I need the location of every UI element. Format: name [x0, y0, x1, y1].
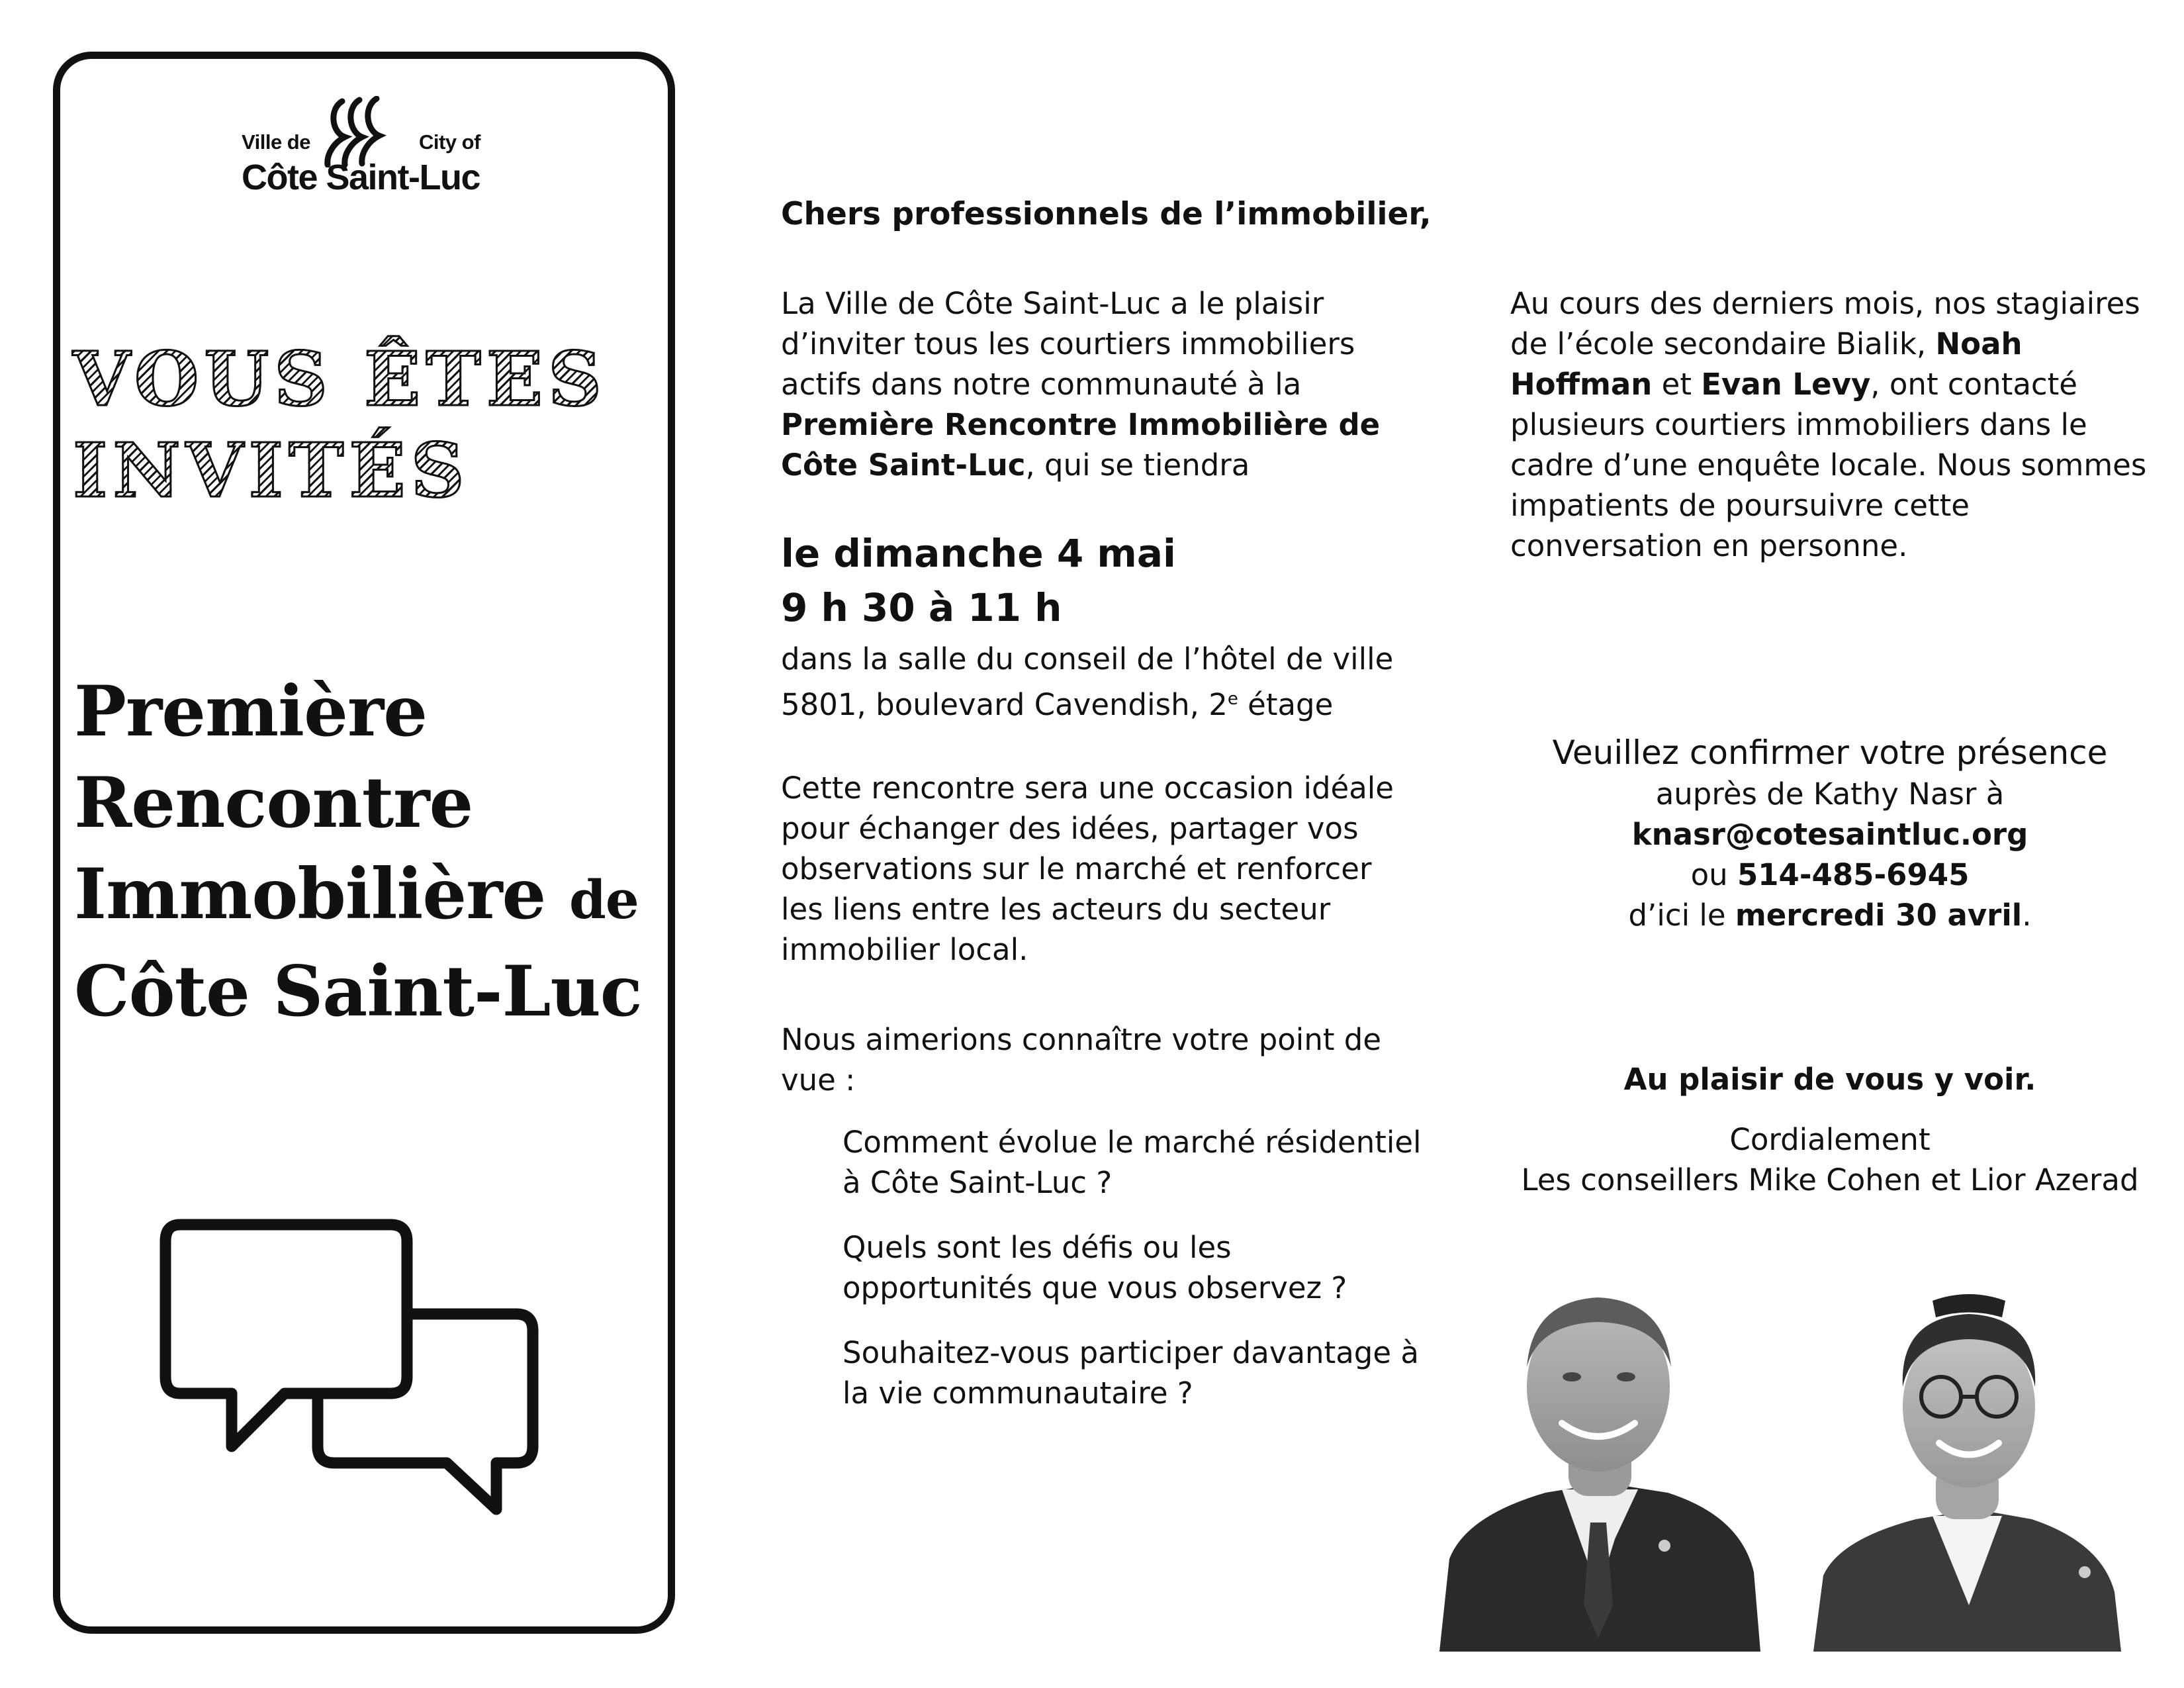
rsvp-block — [1489, 731, 2171, 935]
councillor-photo-left — [1439, 1297, 1760, 1652]
rsvp-line-2: auprès de Kathy Nasr à — [1655, 776, 2005, 812]
rsvp-deadline-suffix: . — [2022, 898, 2032, 933]
intern-name-1: Noah Hoffman — [1510, 326, 2023, 402]
logo-text-city-name: Côte Saint-Luc — [242, 158, 480, 197]
rsvp-deadline: mercredi 30 avril — [1735, 898, 2023, 933]
event-title-line-3 — [74, 848, 670, 945]
letter-greeting: Chers professionnels de l’immobilier, — [781, 196, 1432, 232]
closing-regards: Cordialement — [1729, 1122, 1931, 1157]
interns-text-3: , ont contacté plusieurs courtiers immobiliers dans le cadre d’une enquête locale. Nous sommes impatients de poursuivre cette conversation en personne. — [1510, 367, 2147, 563]
councillors-photo — [1439, 1261, 2148, 1652]
intro-text-1: La Ville de Côte Saint-Luc a le plaisir d’inviter tous les courtiers immobiliers actifs dans notre communauté à la — [781, 286, 1355, 402]
intro-text-2: , qui se tiendra — [1025, 447, 1250, 483]
interns-paragraph — [1510, 283, 2152, 566]
question-item: Comment évolue le marché résidentiel à Côte Saint-Luc ? — [842, 1125, 1422, 1200]
intern-name-2: Evan Levy — [1701, 367, 1871, 402]
venue-address: 5801, boulevard Cavendish, 2 — [781, 687, 1228, 722]
event-title-line-1: Première — [74, 670, 427, 752]
rsvp-phone[interactable]: 514-485-6945 — [1737, 857, 1970, 892]
interns-text-2: et — [1652, 367, 1702, 402]
event-title-line-2: Rencontre — [74, 761, 473, 843]
event-title-line-3-word: Immobilière — [74, 853, 546, 935]
closing-block — [1489, 1059, 2171, 1200]
rsvp-deadline-prefix: d’ici le — [1628, 898, 1735, 933]
interns-text-1: Au cours des derniers mois, nos stagiaires de l’école secondaire Bialik, — [1510, 286, 2140, 361]
event-venue — [781, 639, 1430, 725]
speech-bubbles-icon — [159, 1218, 569, 1549]
closing-hello: Au plaisir de vous y voir. — [1623, 1062, 2036, 1097]
venue-line-2 — [781, 679, 1430, 725]
logo-text-city-of: City of — [419, 130, 480, 154]
venue-floor: étage — [1238, 687, 1334, 722]
rsvp-email-link[interactable]: knasr@cotesaintluc.org — [1631, 817, 2028, 852]
occasion-paragraph: Cette rencontre sera une occasion idéale pour échanger des idées, partager vos observations sur le marché et renforcer les liens entre les acteurs du secteur immobilier local. — [781, 771, 1394, 967]
intro-event-name: Première Rencontre Immobilière de Côte Saint-Luc — [781, 407, 1381, 483]
venue-line-1: dans la salle du conseil de l’hôtel de ville — [781, 641, 1394, 677]
rsvp-line-1: Veuillez confirmer votre présence — [1552, 733, 2108, 772]
question-item: Quels sont les défis ou les opportunités que vous observez ? — [842, 1230, 1347, 1305]
logo-text-ville-de: Ville de — [242, 130, 310, 154]
intro-paragraph — [781, 283, 1430, 485]
invite-heading — [73, 334, 668, 517]
invite-line-1: VOUS ÊTES — [73, 336, 607, 423]
question-item: Souhaitez-vous participer davantage à la vie communautaire ? — [842, 1335, 1419, 1411]
closing-signers: Les conseillers Mike Cohen et Lior Azerad — [1521, 1162, 2139, 1197]
councillor-photo-right — [1813, 1294, 2121, 1652]
event-date: le dimanche 4 mai — [781, 531, 1176, 576]
rsvp-deadline-line — [1489, 895, 2171, 935]
rsvp-or: ou — [1690, 857, 1737, 892]
opinion-paragraph: Nous aimerions connaître votre point de vue : — [781, 1022, 1382, 1098]
invite-line-2: INVITÉS — [73, 428, 470, 514]
rsvp-phone-line — [1489, 855, 2171, 895]
city-logo — [242, 96, 493, 202]
event-title — [74, 665, 670, 1037]
question-list — [842, 1122, 1425, 1438]
event-title-line-4: Côte Saint-Luc — [74, 950, 642, 1032]
event-datetime — [781, 526, 1176, 635]
event-title-line-3-suffix: de — [569, 868, 639, 931]
event-time: 9 h 30 à 11 h — [781, 585, 1062, 630]
venue-superscript: e — [1227, 689, 1238, 709]
